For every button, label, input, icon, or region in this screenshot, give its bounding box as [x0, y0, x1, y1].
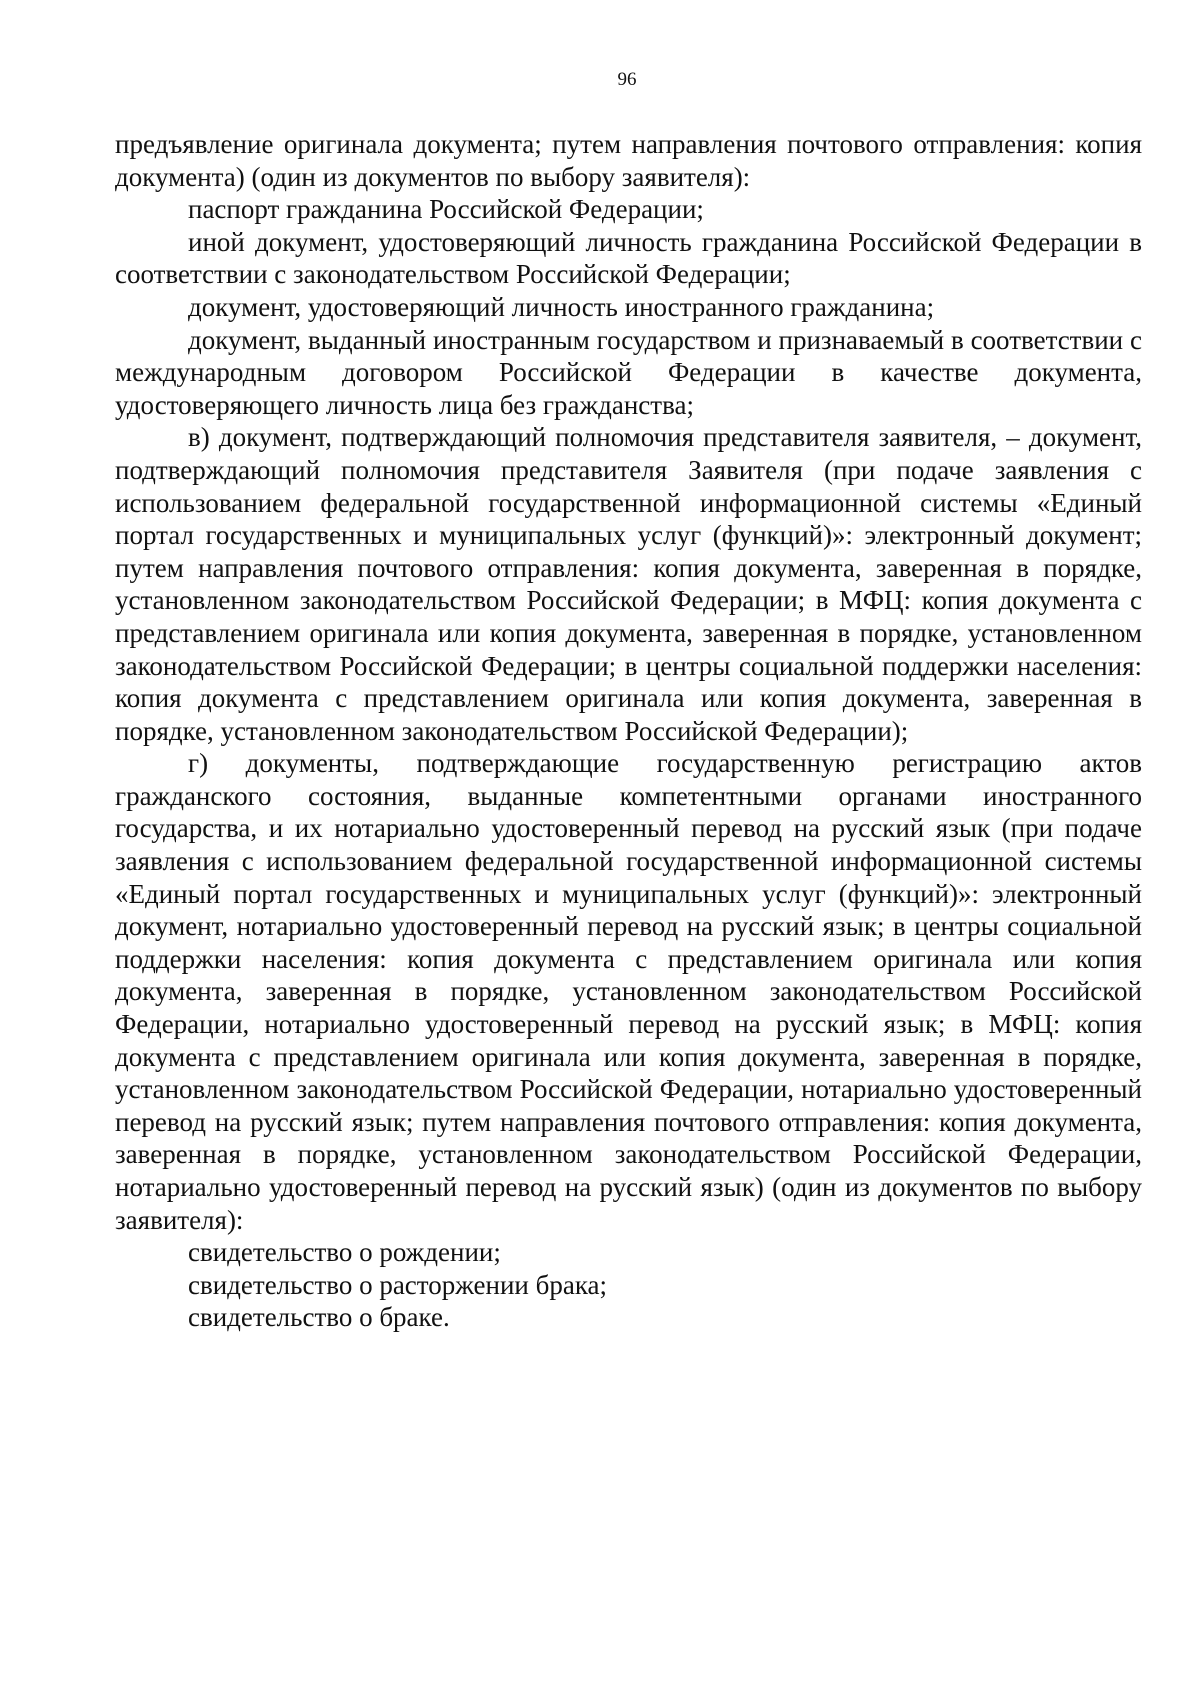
- list-item-marriage-certificate: свидетельство о браке.: [188, 1302, 450, 1333]
- paragraph-item-g-civil-status-documents: г) документы, подтверждающие государственную регистрацию актов гражданского состояния, выданные компетентными органами иностранного государства, и их нотариально удостоверенный перевод на русский язык (при подаче заявления с использованием федеральной государственной информационной системы «Единый портал государственных и муниципальных услуг (функций)»: электронный документ, нотариально удостоверенный перевод на русский язык; в центры социальной поддержки населения: копия документа с представлением оригинала или копия документа, заверенная в порядке, установленном законодательством Российской Федерации, нотариально удостоверенный перевод на русский язык; в МФЦ: копия документа с представлением оригинала или копия документа, заверенная в порядке, установленном законодательством Российской Федерации, нотариально удостоверенный перевод на русский язык; путем направления почтового отправления: копия документа, заверенная в порядке, установленном законодательством Российской Федерации, нотариально удостоверенный перевод на русский язык) (один из документов по выбору заявителя):: [115, 748, 1142, 1235]
- paragraph-item-v-representative-authority: в) документ, подтверждающий полномочия представителя заявителя, – документ, подтверждающий полномочия представителя Заявителя (при подаче заявления с использованием федеральной государственной информационной системы «Единый портал государственных и муниципальных услуг (функций)»: электронный документ; путем направления почтового отправления: копия документа, заверенная в порядке, установленном законодательством Российской Федерации; в МФЦ: копия документа с представлением оригинала или копия документа, заверенная в порядке, установленном законодательством Российской Федерации; в центры социальной поддержки населения: копия документа с представлением оригинала или копия документа, заверенная в порядке, установленном законодательством Российской Федерации);: [115, 422, 1142, 746]
- page-number: 96: [617, 69, 637, 90]
- list-item-birth-certificate: свидетельство о рождении;: [188, 1237, 501, 1268]
- list-item-passport: паспорт гражданина Российской Федерации;: [188, 194, 704, 225]
- list-item-foreign-citizen-id: документ, удостоверяющий личность иностранного гражданина;: [188, 291, 935, 322]
- document-body: [115, 128, 1142, 1334]
- list-item-other-id-document: иной документ, удостоверяющий личность гражданина Российской Федерации в соответствии с законодательством Российской Федерации;: [115, 226, 1142, 290]
- list-item-divorce-certificate: свидетельство о расторжении брака;: [188, 1269, 608, 1300]
- list-item-stateless-person-id: документ, выданный иностранным государством и признаваемый в соответствии с международным договором Российской Федерации в качестве документа, удостоверяющего личность лица без гражданства;: [115, 324, 1142, 420]
- paragraph-continuation: предъявление оригинала документа; путем направления почтового отправления: копия документа) (один из документов по выбору заявителя):: [115, 129, 1142, 192]
